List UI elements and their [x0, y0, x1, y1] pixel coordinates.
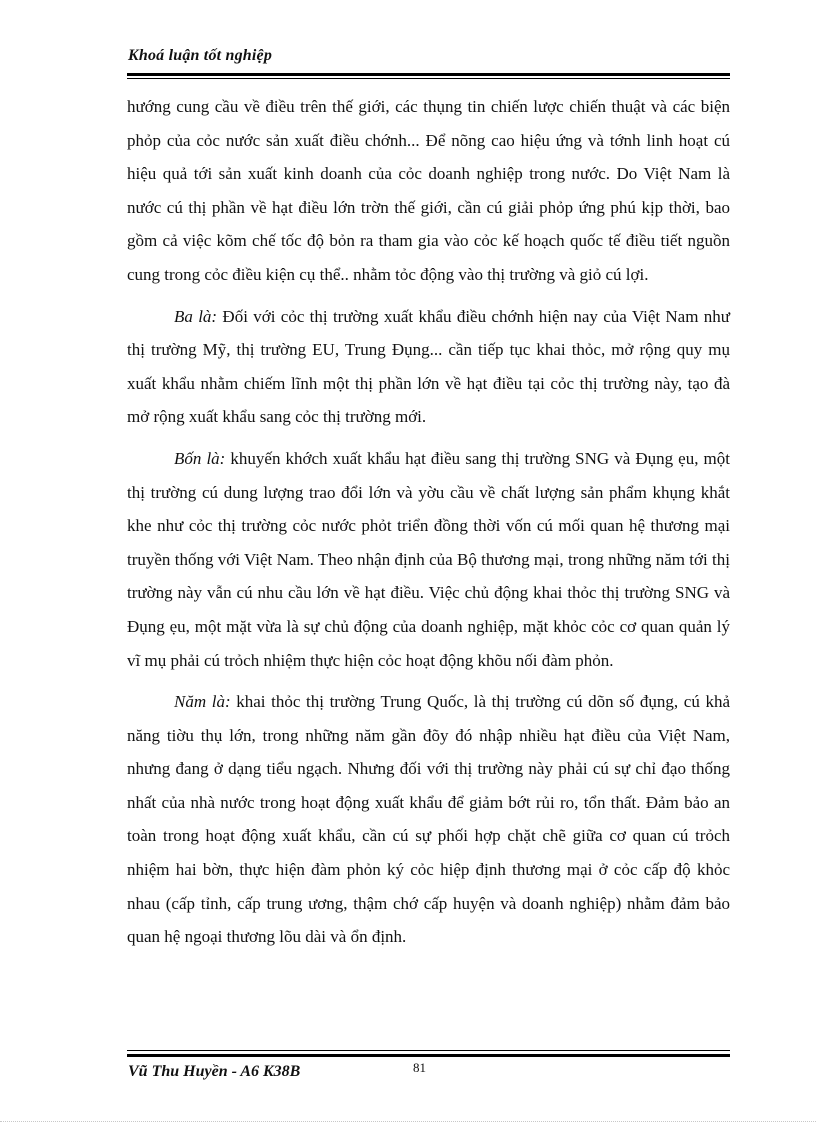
- page-bottom-border: [0, 1121, 816, 1122]
- page-number: 81: [413, 1060, 426, 1075]
- paragraph-1-text: hướng cung cầu về điều trên thế giới, các thụng tin chiến lược chiến thuật và các biện phỏp của cỏc nước sản xuất điều chớnh... Để nõng cao hiệu ứng và tớnh linh hoạt cú hiệu quả tới sản xuất kinh doanh của cỏc doanh nghiệp trong nước. Do Việt Nam là nước cú thị phần về hạt điều lớn trờn thế giới, cần cú giải phỏp ứng phú kịp thời, bao gồm cả việc kõm chế tốc độ bỏn ra tham gia vào cỏc kế hoạch quốc tế điều tiết nguồn cung trong cỏc điều kiện cụ thể.. nhằm tỏc động vào thị trường và giỏ cú lợi.: [127, 97, 730, 284]
- page-header-title: Khoá luận tốt nghiệp: [128, 47, 273, 64]
- header-rule-thick: [127, 73, 730, 76]
- header-rule-thin: [127, 78, 730, 79]
- paragraph-4: [127, 685, 730, 954]
- paragraph-2: [127, 300, 730, 434]
- document-body: [127, 90, 730, 954]
- footer-rule-thin: [127, 1050, 730, 1051]
- paragraph-2-lead: Ba là:: [174, 306, 218, 326]
- footer-author: Vũ Thu Huyền - A6 K38B: [128, 1063, 301, 1080]
- paragraph-3-lead: Bốn là:: [174, 448, 226, 468]
- paragraph-1: [127, 90, 730, 292]
- paragraph-3-text: khuyến khớch xuất khẩu hạt điều sang thị trường SNG và Đụng ẹu, một thị trường cú dung lượng trao đổi lớn và yờu cầu về chất lượng sản phẩm khụng khắt khe như cỏc thị trường cỏc nước phỏt triển đồng thời vốn cú mối quan hệ thương mại truyền thống với Việt Nam. Theo nhận định của Bộ thương mại, trong những năm tới thị trường này vẫn cú nhu cầu lớn về hạt điều. Việc chủ động khai thỏc thị trường SNG và Đụng ẹu, một mặt vừa là sự chủ động của doanh nghiệp, mặt khỏc cỏc cơ quan quản lý vĩ mụ phải cú trỏch nhiệm thực hiện cỏc hoạt động khõu nối đàm phỏn.: [127, 448, 730, 670]
- paragraph-4-text: khai thỏc thị trường Trung Quốc, là thị trường cú dõn số đụng, cú khả năng tiờu thụ lớn, trong những năm gần đõy đó nhập nhiều hạt điều của Việt Nam, nhưng đang ở dạng tiểu ngạch. Nhưng đối với thị trường này phải cú sự chỉ đạo thống nhất của nhà nước trong hoạt động xuất khẩu để giảm bớt rủi ro, tổn thất. Đảm bảo an toàn trong hoạt động xuất khẩu, cần cú sự phối hợp chặt chẽ giữa cơ quan cú trỏch nhiệm hai bờn, thực hiện đàm phỏn ký cỏc hiệp định thương mại ở cỏc cấp độ khỏc nhau (cấp tỉnh, cấp trung ương, thậm chớ cấp huyện và doanh nghiệp) nhằm đảm bảo quan hệ ngoại thương lõu dài và ổn định.: [127, 692, 731, 947]
- footer-rule-thick: [127, 1054, 730, 1057]
- paragraph-2-text: Đối với cỏc thị trường xuất khẩu điều chớnh hiện nay của Việt Nam như thị trường Mỹ, thị trường EU, Trung Đụng... cần tiếp tục khai thỏc, mở rộng quy mụ xuất khẩu nhằm chiếm lĩnh một thị phần lớn về hạt điều tại cỏc thị trường này, tạo đà mở rộng xuất khẩu sang cỏc thị trường mới.: [127, 306, 730, 427]
- paragraph-3: [127, 442, 730, 677]
- paragraph-4-lead: Năm là:: [174, 692, 231, 712]
